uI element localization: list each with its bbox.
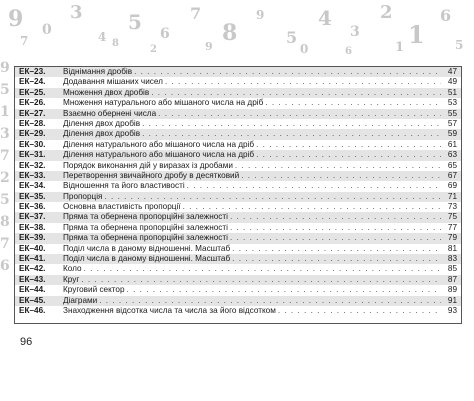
decorative-digit: 0: [42, 22, 52, 38]
toc-leader-dots: [142, 129, 441, 139]
decorative-digit: 5: [0, 82, 10, 98]
toc-entry-code: ЕК–37.: [19, 212, 46, 222]
toc-entry-title: Круг: [63, 274, 80, 284]
toc-entry-code: ЕК–27.: [19, 108, 46, 118]
decorative-digit: 3: [0, 126, 10, 142]
toc-entry-page: 61: [447, 139, 457, 149]
toc-leader-dots: [183, 202, 441, 212]
toc-entry: [15, 161, 461, 171]
toc-entry-code: ЕК–30.: [19, 139, 46, 149]
toc-entry-page: 63: [447, 150, 457, 160]
decorative-digit: 2: [0, 170, 10, 186]
toc-entry-title: Ділення двох дробів: [63, 118, 141, 128]
toc-entry-title: Взаємно обернені числа: [63, 108, 157, 118]
toc-entry-code: ЕК–44.: [19, 285, 46, 295]
toc-entry: [15, 109, 461, 119]
toc-leader-dots: [265, 98, 441, 108]
toc-entry-title: Множення натурального або мішаного числа на дріб: [63, 98, 264, 108]
toc-entry: [15, 140, 461, 150]
decorative-digit: 6: [0, 258, 10, 274]
toc-leader-dots: [165, 77, 441, 87]
toc-entry-title: Круговий сектор: [63, 285, 125, 295]
toc-entry-page: 91: [447, 295, 457, 305]
toc-entry-title: Пряма та обернена пропорційні залежності: [63, 212, 228, 222]
toc-leader-dots: [232, 254, 441, 264]
toc-entry-page: 75: [447, 212, 457, 222]
toc-entry-code: ЕК–32.: [19, 160, 46, 170]
decorative-digit: 5: [128, 10, 142, 34]
toc-entry-code: ЕК–24.: [19, 77, 46, 87]
toc-entry-page: 55: [447, 108, 457, 118]
toc-entry-page: 79: [447, 233, 457, 243]
toc-entry-page: 65: [447, 160, 457, 170]
toc-entry-title: Ділення двох дробів: [63, 129, 141, 139]
toc-leader-dots: [151, 88, 441, 98]
toc-entry-code: ЕК–31.: [19, 150, 46, 160]
toc-entry-code: ЕК–41.: [19, 254, 46, 264]
decorative-digit: 7: [0, 148, 10, 164]
toc-entry: [15, 88, 461, 98]
toc-entry-code: ЕК–23.: [19, 67, 46, 76]
decorative-digit: 9: [205, 40, 213, 53]
decorative-digit: 5: [286, 28, 298, 47]
toc-entry: [15, 285, 461, 295]
toc-entry-title: Поділ числа в даному відношенні. Масштаб: [63, 243, 231, 253]
toc-leader-dots: [278, 306, 441, 316]
toc-entry: [15, 306, 461, 316]
decorative-digit: 4: [318, 6, 332, 30]
toc-leader-dots: [230, 233, 441, 243]
toc-leader-dots: [232, 244, 441, 254]
toc-entry-code: ЕК–38.: [19, 222, 46, 232]
toc-entry: [15, 129, 461, 139]
toc-entry: [15, 223, 461, 233]
toc-entry-title: Поділ числа в даному відношенні. Масштаб: [63, 254, 231, 264]
toc-entry-code: ЕК–42.: [19, 264, 46, 274]
toc-entry-code: ЕК–45.: [19, 295, 46, 305]
toc-entry-page: 93: [447, 305, 457, 315]
decorative-digit: 7: [190, 4, 202, 23]
decorative-digit: 8: [222, 20, 238, 46]
toc-entry-title: Віднімання дробів: [63, 67, 133, 76]
toc-entry-page: 89: [447, 285, 457, 295]
toc-entry-code: ЕК–34.: [19, 181, 46, 191]
toc-entry-page: 59: [447, 129, 457, 139]
toc-entry-page: 47: [447, 67, 457, 76]
toc-entry-page: 85: [447, 264, 457, 274]
toc-entry-page: 73: [447, 202, 457, 212]
toc-entry-title: Порядок виконання дій у виразах із дробами: [63, 160, 233, 170]
toc-leader-dots: [81, 275, 441, 285]
toc-leader-dots: [127, 285, 441, 295]
toc-entry: [15, 150, 461, 160]
toc-leader-dots: [104, 192, 441, 202]
toc-entry-title: Пропорція: [63, 191, 103, 201]
toc-entry: [15, 77, 461, 87]
decorative-digit: 1: [0, 104, 10, 120]
decorative-digit: 9: [0, 60, 10, 76]
toc-entry: [15, 181, 461, 191]
toc-leader-dots: [142, 119, 441, 129]
toc-entry-page: 87: [447, 274, 457, 284]
toc-entry: [15, 212, 461, 222]
toc-leader-dots: [230, 212, 441, 222]
toc-entry-title: Коло: [63, 264, 82, 274]
decorative-digit: 8: [0, 214, 10, 230]
page-number: 96: [20, 336, 33, 348]
toc-entry-page: 71: [447, 191, 457, 201]
toc-entry-page: 49: [447, 77, 457, 87]
toc-entry-code: ЕК–35.: [19, 191, 46, 201]
toc-entry: [15, 254, 461, 264]
decorative-digit: 9: [256, 8, 265, 22]
decorative-digit: 7: [0, 236, 10, 252]
decorative-digit: 4: [98, 30, 107, 44]
decorative-digit: 8: [112, 38, 119, 49]
toc-leader-dots: [256, 150, 441, 160]
toc-entry-title: Діаграми: [63, 295, 98, 305]
toc-leader-dots: [230, 223, 441, 233]
toc-entry-code: ЕК–29.: [19, 129, 46, 139]
decorative-digit: 2: [380, 2, 393, 23]
toc-leader-dots: [256, 140, 441, 150]
decorative-digit: 7: [20, 34, 29, 48]
toc-entry-title: Відношення та його властивості: [63, 181, 185, 191]
toc-entry: [15, 192, 461, 202]
decorative-digit: 5: [455, 38, 464, 52]
table-of-contents: [14, 66, 462, 324]
toc-entry-code: ЕК–26.: [19, 98, 46, 108]
toc-entry-code: ЕК–25.: [19, 87, 46, 97]
decorative-digits-band: [0, 0, 474, 60]
toc-entry: [15, 296, 461, 306]
toc-entry-title: Множення двох дробів: [63, 87, 150, 97]
decorative-digit: 2: [150, 44, 157, 55]
decorative-digit: 1: [395, 40, 405, 55]
toc-entry: [15, 119, 461, 129]
toc-leader-dots: [99, 296, 441, 306]
toc-entry: [15, 244, 461, 254]
decorative-digit: 1: [408, 20, 425, 49]
toc-entry-page: 53: [447, 98, 457, 108]
toc-entry-title: Пряма та обернена пропорційні залежності: [63, 233, 228, 243]
decorative-digit: 6: [160, 26, 170, 42]
toc-entry-code: ЕК–36.: [19, 202, 46, 212]
toc-entry-code: ЕК–46.: [19, 305, 46, 315]
decorative-digit: 6: [440, 6, 452, 25]
toc-leader-dots: [134, 67, 441, 77]
toc-entry-title: Основна властивість пропорції: [63, 202, 181, 212]
toc-entry-title: Знаходження відсотка числа та числа за його відсотком: [63, 305, 276, 315]
decorative-digits-margin: [0, 60, 12, 290]
toc-entry-page: 77: [447, 222, 457, 232]
toc-leader-dots: [235, 161, 441, 171]
toc-entry-title: Перетворення звичайного дробу в десятковий: [63, 170, 240, 180]
toc-entry-code: ЕК–43.: [19, 274, 46, 284]
decorative-digit: 6: [345, 46, 352, 57]
toc-entry-code: ЕК–40.: [19, 243, 46, 253]
toc-entry-page: 51: [447, 87, 457, 97]
toc-entry-code: ЕК–39.: [19, 233, 46, 243]
toc-entry: [15, 275, 461, 285]
toc-leader-dots: [158, 109, 441, 119]
toc-leader-dots: [187, 181, 441, 191]
toc-entry-page: 83: [447, 254, 457, 264]
toc-entry: [15, 233, 461, 243]
decorative-digit: 9: [8, 6, 24, 32]
toc-entry-page: 81: [447, 243, 457, 253]
toc-entry-title: Додавання мішаних чисел: [63, 77, 163, 87]
toc-leader-dots: [241, 171, 441, 181]
toc-entry-code: ЕК–33.: [19, 170, 46, 180]
toc-entry-page: 57: [447, 118, 457, 128]
decorative-digit: 3: [70, 2, 83, 23]
toc-entry: [15, 67, 461, 77]
toc-entry-page: 69: [447, 181, 457, 191]
toc-entry: [15, 171, 461, 181]
toc-entry-code: ЕК–28.: [19, 118, 46, 128]
decorative-digit: 0: [300, 42, 309, 56]
toc-entry: [15, 264, 461, 274]
decorative-digit: 3: [350, 24, 360, 40]
toc-entry: [15, 98, 461, 108]
toc-leader-dots: [84, 264, 441, 274]
toc-entry-page: 67: [447, 170, 457, 180]
toc-entry-title: Ділення натурального або мішаного числа на дріб: [63, 150, 255, 160]
toc-entry: [15, 202, 461, 212]
decorative-digit: 5: [0, 192, 10, 208]
toc-entry-title: Пряма та обернена пропорційні залежності: [63, 222, 228, 232]
toc-entry-title: Ділення натурального або мішаного числа на дріб: [63, 139, 255, 149]
